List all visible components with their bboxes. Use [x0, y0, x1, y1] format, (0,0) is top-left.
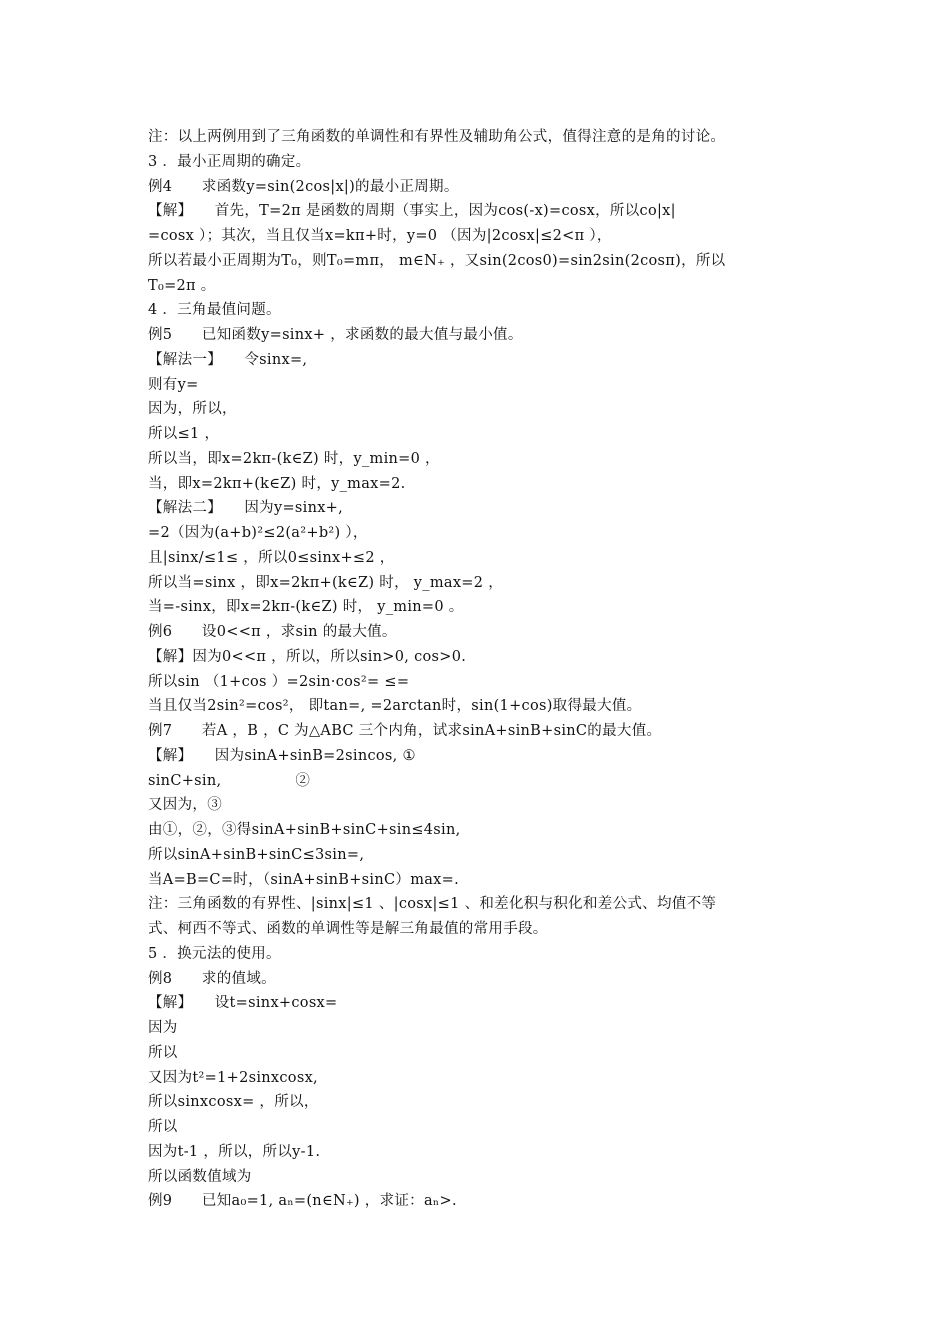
solution-line: 【解】因为0<<π ，所以，所以sin>0, cos>0.: [148, 648, 467, 665]
text-line: 所以函数值域为: [148, 1168, 252, 1185]
section-heading: 4 ．三角最值问题。: [148, 302, 281, 319]
text-line: 当A=B=C=时，（sinA+sinB+sinC）max=.: [148, 871, 460, 888]
text-line: T₀=2π 。: [148, 277, 216, 294]
text-line: 所以: [148, 1044, 178, 1061]
text-line: 所以若最小正周期为T₀，则T₀=mπ， m∈N₊ ，又sin(2cos0)=sin2sin(2cosπ)，所以: [148, 252, 726, 269]
text-line: 所以≤1 ，: [148, 426, 220, 442]
text-line: 所以: [148, 1119, 178, 1135]
text-line: 注：以上两例用到了三角函数的单调性和有界性及辅助角公式，值得注意的是角的讨论。: [148, 129, 726, 145]
example-statement: 例8 求的值域。: [148, 970, 276, 987]
text-line: 因为，所以，: [148, 401, 237, 418]
text-line: 所以sin （1+cos ）=2sin·cos²= ≤=: [148, 673, 410, 690]
example-statement: 例9 已知a₀=1, aₙ=(n∈N₊) ，求证：aₙ>.: [148, 1193, 457, 1210]
solution-line: 【解法二】 因为y=sinx+,: [148, 500, 344, 517]
text-line: 由①，②，③得sinA+sinB+sinC+sin≤4sin,: [148, 822, 461, 838]
example-statement: 例4 求函数y=sin(2cos|x|)的最小正周期。: [148, 178, 459, 195]
solution-line: 【解】 设t=sinx+cosx=: [148, 995, 338, 1012]
text-line: 所以sinxcosx= ，所以，: [148, 1094, 319, 1111]
text-line: 当，即x=2kπ+(k∈Z) 时，y_max=2.: [148, 475, 406, 492]
example-statement: 例7 若A ，B ，C 为△ABC 三个内角，试求sinA+sinB+sinC的最大值。: [148, 723, 662, 739]
text-line: =cosx ）；其次，当且仅当x=kπ+时，y=0 （因为|2cosx|≤2<π ），: [148, 228, 612, 244]
text-line: sinC+sin, ②: [148, 772, 311, 789]
text-line: 因为t-1 ，所以，所以y-1.: [148, 1143, 321, 1160]
solution-line: 【解】 因为sinA+sinB=2sincos, ①: [148, 747, 416, 764]
text-line: 则有y=: [148, 376, 199, 393]
text-line: 因为: [148, 1020, 178, 1036]
example-statement: 例5 已知函数y=sinx+ ，求函数的最大值与最小值。: [148, 327, 523, 343]
solution-line: 【解】 首先，T=2π 是函数的周期（事实上，因为cos(-x)=cosx，所以co|x|: [148, 203, 676, 220]
text-line: 又因为，③: [148, 797, 222, 814]
note-line: 式、柯西不等式、函数的单调性等是解三角最值的常用手段。: [148, 921, 548, 937]
text-line: 所以当=sinx ，即x=2kπ+(k∈Z) 时， y_max=2 ，: [148, 574, 503, 591]
section-heading: 3 ．最小正周期的确定。: [148, 153, 311, 170]
example-statement: 例6 设0<<π ，求sin 的最大值。: [148, 624, 397, 640]
text-line: 且|sinx/≤1≤ ，所以0≤sinx+≤2 ，: [148, 549, 395, 566]
text-line: 当=-sinx，即x=2kπ-(k∈Z) 时， y_min=0 。: [148, 599, 464, 616]
text-line: 当且仅当2sin²=cos²， 即tan=, =2arctan时，sin(1+cos)取得最大值。: [148, 698, 642, 715]
section-heading: 5 ．换元法的使用。: [148, 945, 281, 962]
document-body: [148, 125, 828, 1214]
text-line: =2（因为(a+b)²≤2(a²+b²) ），: [148, 525, 368, 541]
text-line: 所以当，即x=2kπ-(k∈Z) 时，y_min=0 ，: [148, 450, 440, 467]
solution-line: 【解法一】 令sinx=,: [148, 351, 308, 368]
note-line: 注：三角函数的有界性、|sinx|≤1 、|cosx|≤1 、和差化积与积化和差公式、均值不等: [148, 896, 717, 913]
text-line: 所以sinA+sinB+sinC≤3sin=,: [148, 846, 365, 863]
text-line: 又因为t²=1+2sinxcosx,: [148, 1069, 318, 1086]
